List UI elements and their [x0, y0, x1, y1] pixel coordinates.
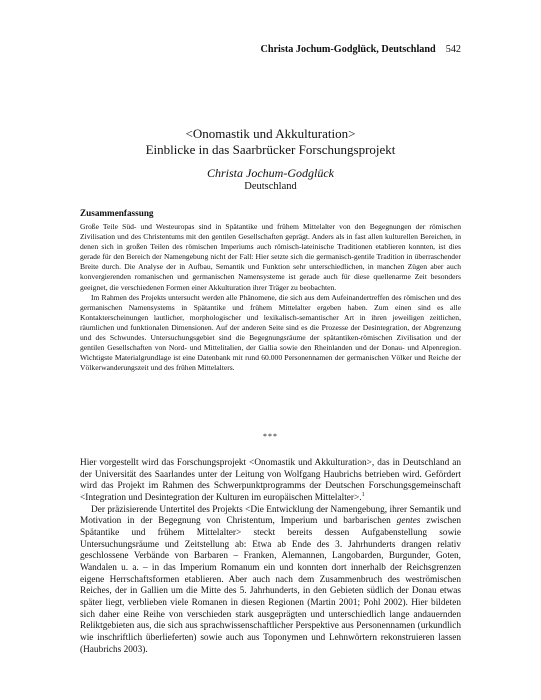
body-paragraph-2-start: Der präzisierende Untertitel des Projekts <Die Entwicklung der Namengebung, ihrer Semantik und Motivation in der Begegnung von Christentum, Imperium und barbarischen [80, 504, 461, 527]
body-paragraph-2-end: zwischen Spätantike und frühem Mittelalter> steckt bereits dessen Aufgabenstellung sowie Untersuchungsräume und Zeitstellung ab: Etwa ab Ende des 3. Jahrhunderts drangen relativ geschlossene Verbände von Barbaren – Franken, Alemannen, Langobarden, Burgunder, Goten, Wandalen u. a. – in das Imperium Romanum ein und konnten dort innerhalb der Reichsgrenzen eigene Herrschaftsformen etablieren. Aber auch nach dem Zusammenbruch des weströmischen Reiches, der in Gallien um die Mitte des 5. Jahrhunderts, in den Gebieten südlich der Donau etwas später liegt, verblieben viele Romanen in diesen Regionen (Martin 2001; Pohl 2002). Hier bildeten sich daher eine Reihe von verschieden stark ausgeprägten und unterschiedlich lange andauernden Reliktgebieten aus, die sich aus sprachwissenschaftlicher Perspektive aus Personennamen (urkundlich wie inschriftlich überlieferten) sowie auch aus Toponymen und Lehnwörtern rekonstruieren lassen (Haubrichs 2003). [80, 516, 461, 655]
abstract-paragraph-2: Im Rahmen des Projekts untersucht werden alle Phänomene, die sich aus dem Aufeinandertreffen des römischen und des germanischen Namensystems in Spätantike und frühem Mittelalter ergeben haben. Zum einen sind es alle Kontakterscheinungen lautlicher, morphologischer und lexikalisch-semantischer Art in ihren jeweiligen zeitlichen, räumlichen und funktionalen Dimensionen. Auf der anderen Seite sind es die Prozesse der Desintegration, der Abgrenzung und des Schwundes. Untersuchungsgebiet sind die Begegnungsräume der spätantiken-römischen Zivilisation und der gentilen Gesellschaften von Nord- und Mittelitalien, der Gallia sowie den Rheinlanden und der Donau- und Alpenregion. Wichtigste Materialgrundlage ist eine Datenbank mit rund 60.000 Personennamen der germanischen Völker und Reiche der Völkerwanderungszeit und des frühen Mittelalters. [80, 292, 461, 373]
abstract-paragraph-1: Große Teile Süd- und Westeuropas sind in Spätantike und frühem Mittelalter von den Begegnungen der römischen Zivilisation und des Christentums mit den gentilen Gesellschaften geprägt. Anders als in fast allen kulturellen Bereichen, in denen sich in großen Teilen des römischen Imperiums auch römisch-lateinische Traditionen etablieren konnten, ist dies gerade für den Bereich der Namengebung nicht der Fall: Hier setzte sich die germanisch-gentile Tradition in überraschender Breite durch. Die Analyse der in Aufbau, Semantik und Funktion sehr unterschiedlichen, in manchen Zügen aber auch konvergierenden romanischen und germanischen Namensysteme ist gerade auch für diese quellenarme Zeit besonders geeignet, die verschiedenen Formen einer Akkulturation ihrer Träger zu beobachten. [80, 222, 461, 292]
abstract-heading: Zusammenfassung [80, 208, 154, 218]
running-header [80, 44, 461, 55]
section-separator: *** [263, 432, 278, 441]
running-title: Christa Jochum-Godglück, Deutschland [260, 44, 436, 55]
body-text [80, 458, 461, 656]
body-paragraph-2 [80, 505, 461, 657]
author-name: Christa Jochum-Godglück [207, 166, 334, 180]
title-block [60, 126, 481, 193]
body-paragraph-1 [80, 458, 461, 505]
article-subtitle: Einblicke in das Saarbrücker Forschungsprojekt [145, 142, 396, 157]
article-title: <Onomastik und Akkulturation> [185, 126, 356, 141]
author-affiliation: Deutschland [244, 181, 297, 192]
body-paragraph-1-text: Hier vorgestellt wird das Forschungsprojekt <Onomastik und Akkulturation>, das in Deutschland an der Universität des Saarlandes unter der Leitung von Wolfgang Haubrichs betrieben wird. Gefördert wird das Projekt im Rahmen des Schwerpunktprogramms der Deutschen Forschungsgemeinschaft <Integration und Desintegration der Kulturen im europäischen Mittelalter>. [80, 458, 461, 503]
page-number: 542 [445, 44, 461, 55]
abstract [80, 222, 461, 373]
italic-term-gentes: gentes [396, 516, 421, 527]
footnote-marker[interactable]: 1 [361, 491, 365, 498]
